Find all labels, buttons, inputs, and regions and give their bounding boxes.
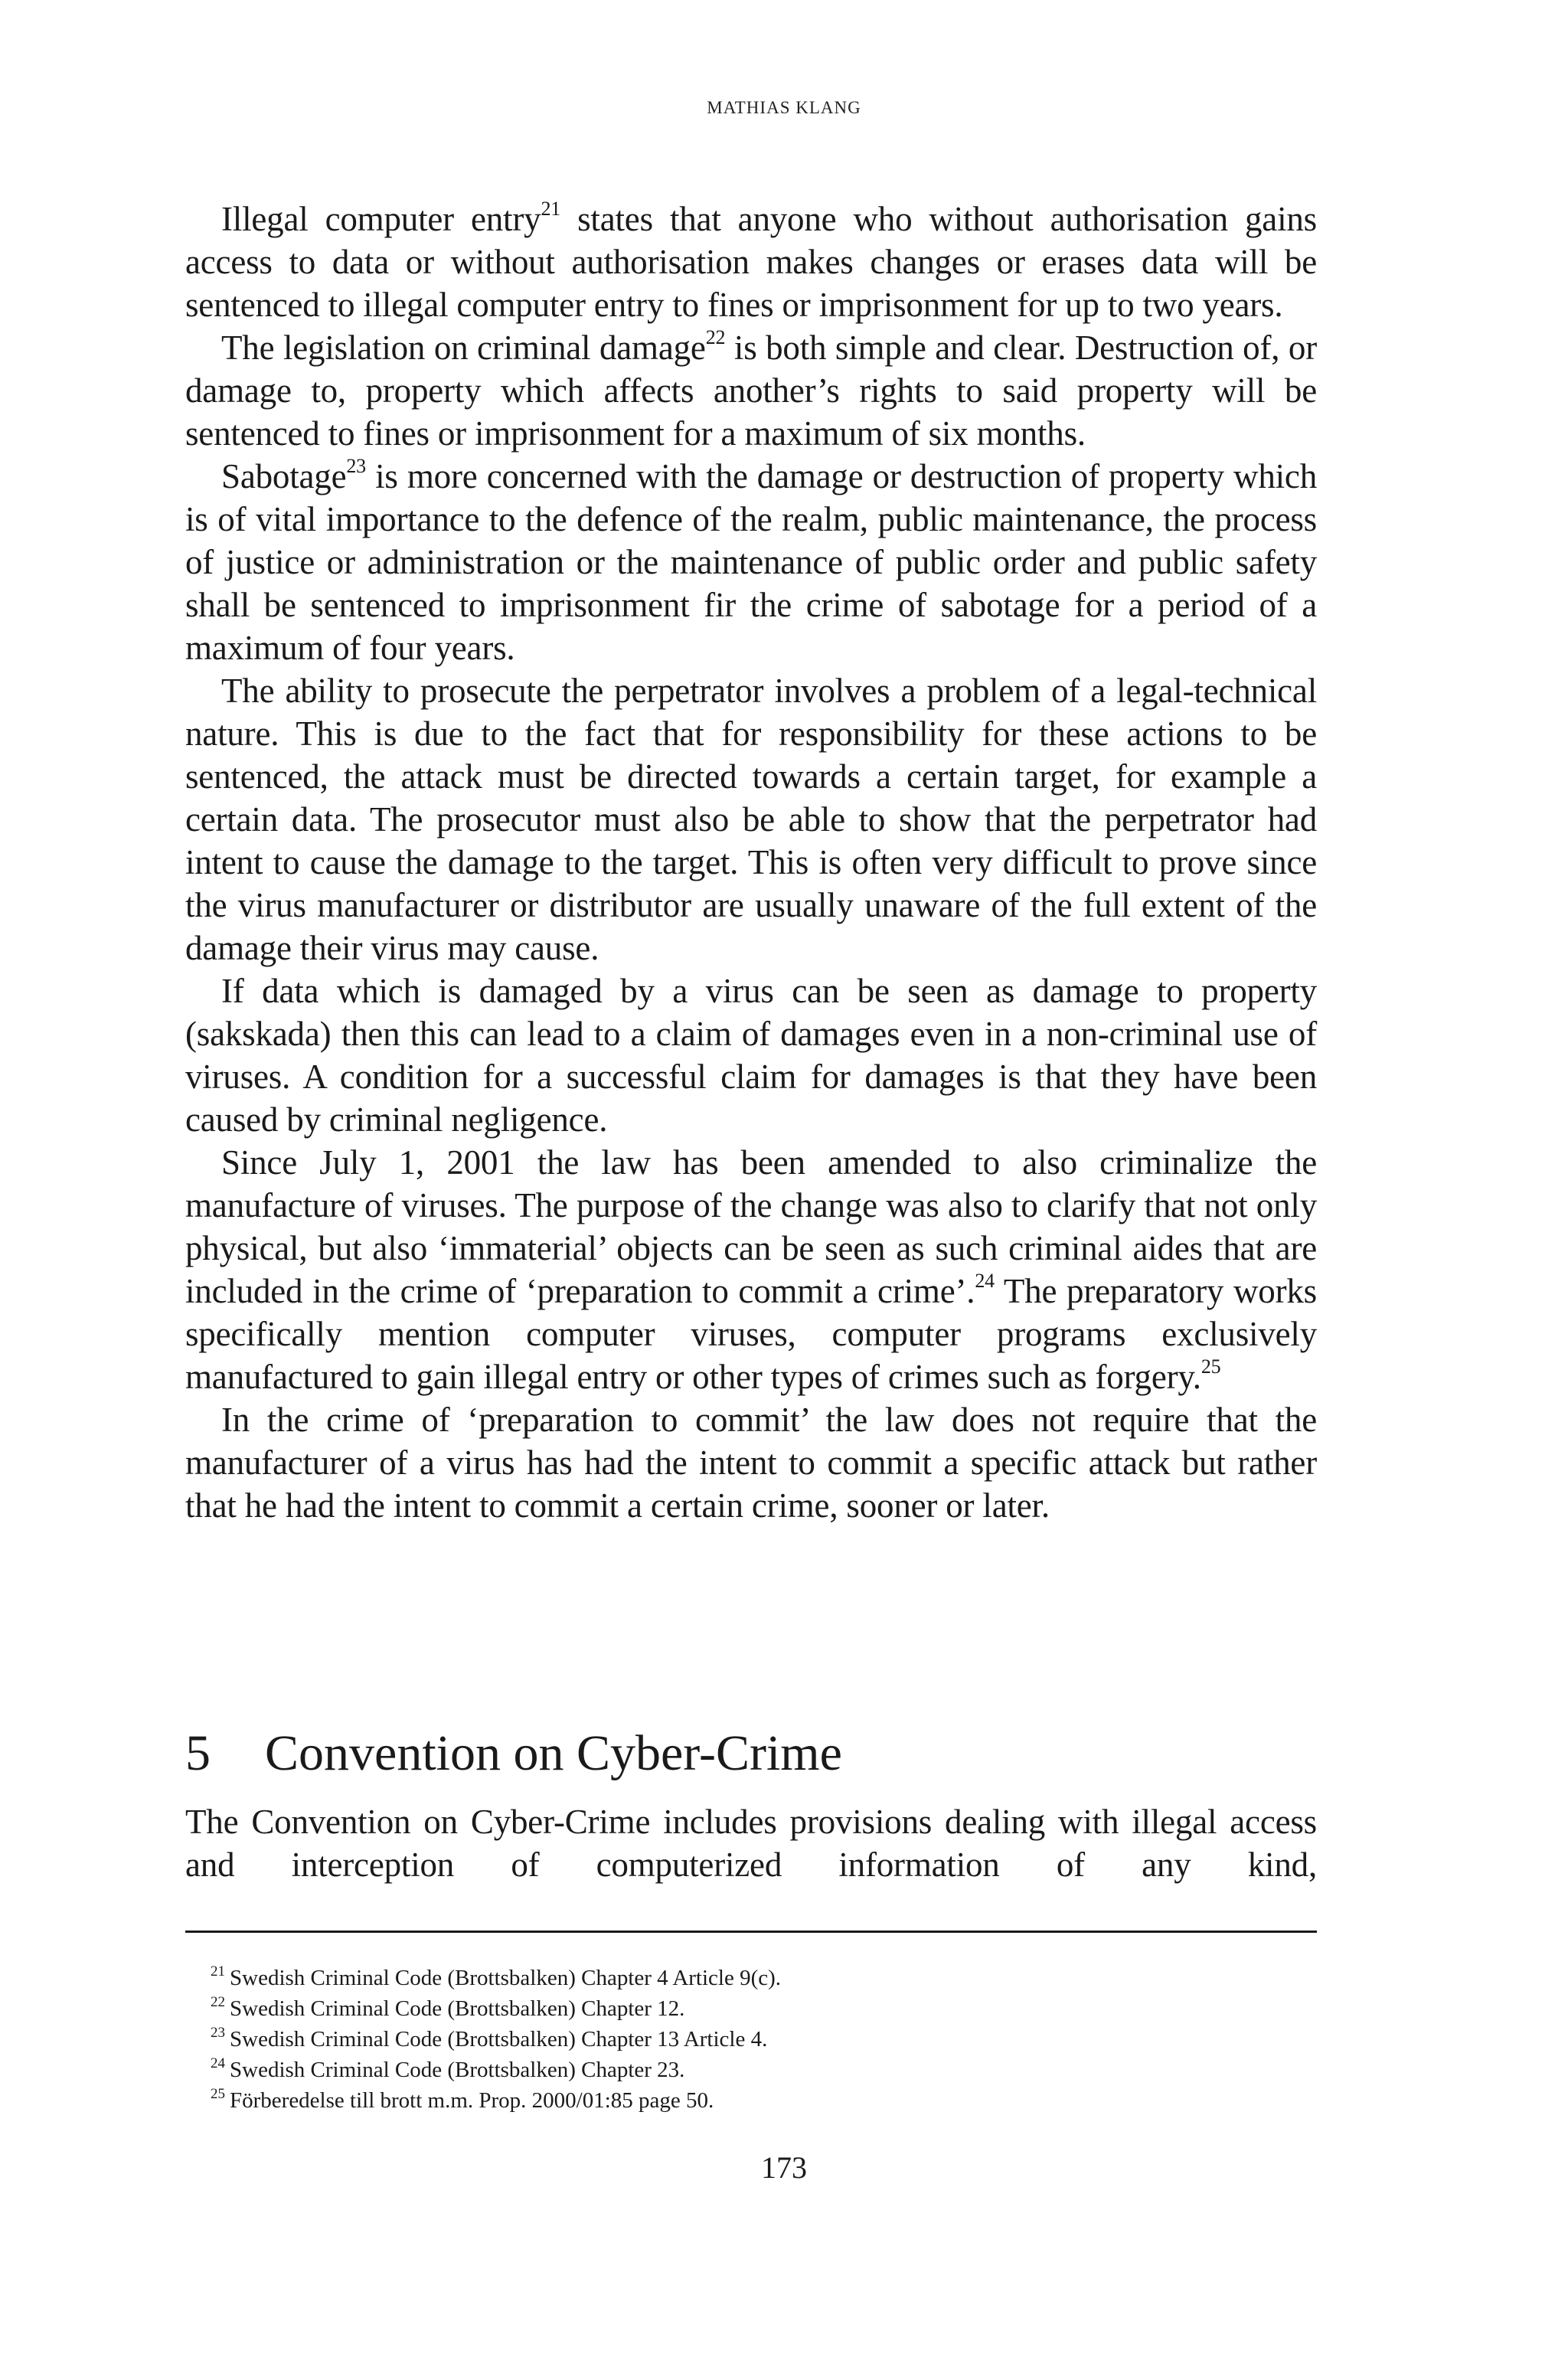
paragraph-text: If data which is damaged by a virus can be seen as damage to property (sakskada) then this can lead to a claim of damages even in a non-criminal use of viruses. A condition for a successful claim for damages is that they have been caused by criminal negligence. [185, 972, 1317, 1139]
footnote-text: Förberedelse till brott m.m. Prop. 2000/01:85 page 50. [230, 2088, 714, 2113]
footnotes [211, 1963, 1313, 2116]
paragraph-text: In the crime of ‘preparation to commit’ the law does not require that the manufacturer of a virus has had the intent to commit a specific attack but rather that he had the intent to commit a certain crime, sooner or later. [185, 1401, 1317, 1525]
footnote-text: Swedish Criminal Code (Brottsbalken) Chapter 12. [230, 1996, 685, 2021]
body-paragraph [185, 969, 1317, 1141]
footnote-reference[interactable]: 23 [346, 455, 366, 477]
footnote-divider [185, 1931, 1317, 1933]
paragraph-text: The ability to prosecute the perpetrator involves a problem of a legal-technical nature. This is due to the fact that for responsibility for these actions to be sentenced, the attack must be directed towards a certain target, for example a certain data. The prosecutor must also be able to show that the perpetrator had intent to cause the damage to the target. This is often very difficult to prove since the virus manufacturer or distributor are usually unaware of the full extent of the damage their virus may cause. [185, 672, 1317, 967]
footnote [211, 1993, 1313, 2024]
paragraph-text: is more concerned with the damage or destruction of property which is of vital importance to the defence of the realm, public maintenance, the process of justice or administration or the maintenance of public order and public safety shall be sentenced to imprisonment fir the crime of sabotage for a period of a maximum of four years. [185, 457, 1317, 667]
footnote-number: 24 [211, 2055, 225, 2071]
footnote [211, 2024, 1313, 2055]
body-paragraph [185, 1398, 1317, 1527]
running-head: MATHIAS KLANG [707, 98, 861, 117]
footnote-number: 25 [211, 2086, 225, 2102]
footnote [211, 2085, 1313, 2116]
footnote-number: 23 [211, 2025, 225, 2041]
section-paragraph: The Convention on Cyber-Crime includes provisions dealing with illegal access and interception of computerized information of any kind, [185, 1803, 1317, 1884]
footnote-reference[interactable]: 22 [705, 326, 726, 348]
footnote-number: 22 [211, 1994, 225, 2010]
page-number: 173 [761, 2150, 807, 2185]
paragraph-text: Illegal computer entry [221, 200, 541, 238]
footnote-text: Swedish Criminal Code (Brottsbalken) Chapter 23. [230, 2058, 685, 2082]
footnote-reference[interactable]: 21 [541, 198, 561, 220]
body-paragraph [185, 198, 1317, 326]
section-title: Convention on Cyber-Crime [265, 1725, 842, 1781]
section-heading [185, 1723, 842, 1784]
body-paragraph [185, 326, 1317, 455]
paragraph-text: states that anyone who without authorisation gains access to data or without authorisation makes changes or erases data will be sentenced to illegal computer entry to fines or imprisonment for up to two years. [185, 200, 1317, 324]
body-paragraph [185, 1141, 1317, 1398]
paragraph-text: The legislation on criminal damage [221, 329, 706, 367]
body-text [185, 198, 1317, 1527]
footnote-text: Swedish Criminal Code (Brottsbalken) Chapter 13 Article 4. [230, 2027, 768, 2052]
footnote-reference[interactable]: 25 [1200, 1355, 1221, 1378]
footnote-number: 21 [211, 1963, 225, 1980]
paragraph-text: is both simple and clear. Destruction of, or damage to, property which affects another’s rights to said property will be sentenced to fines or imprisonment for a maximum of six months. [185, 329, 1317, 453]
footnote [211, 2055, 1313, 2085]
footnote-text: Swedish Criminal Code (Brottsbalken) Chapter 4 Article 9(c). [230, 1966, 782, 1990]
paragraph-text: Since July 1, 2001 the law has been amended to also criminalize the manufacture of viruses. The purpose of the change was also to clarify that not only physical, but also ‘immaterial’ objects can be seen as such criminal aides that are included in the crime of ‘preparation to commit a crime’. [185, 1143, 1317, 1310]
footnote [211, 1963, 1313, 1993]
body-paragraph [185, 455, 1317, 669]
section-number: 5 [185, 1725, 211, 1781]
body-paragraph [185, 669, 1317, 969]
paragraph-text: The preparatory works specifically mention computer viruses, computer programs exclusively manufactured to gain illegal entry or other types of crimes such as forgery. [185, 1272, 1317, 1396]
footnote-reference[interactable]: 24 [975, 1270, 995, 1292]
paragraph-text: Sabotage [221, 457, 347, 495]
